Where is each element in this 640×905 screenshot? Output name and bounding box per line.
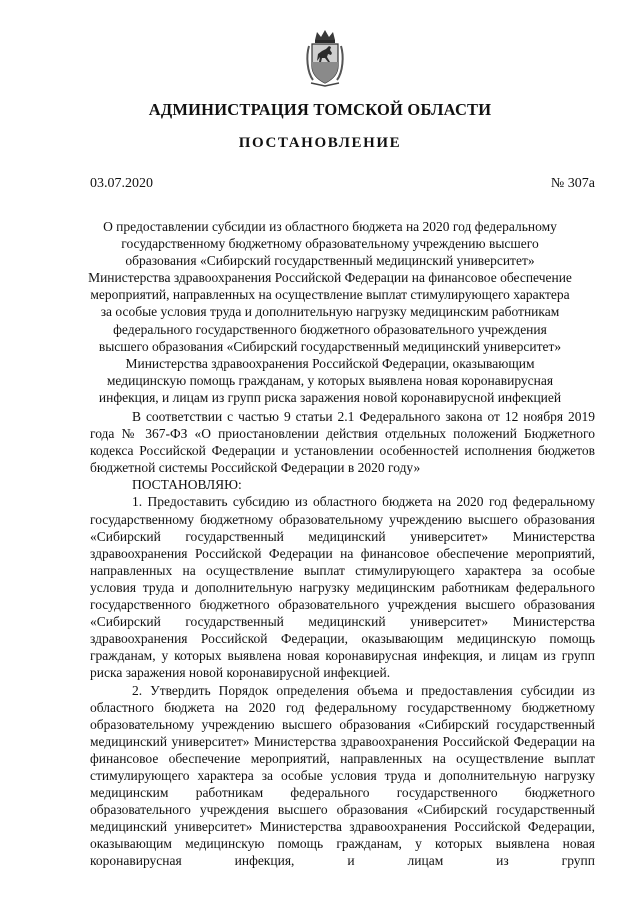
preamble-paragraph: В соответствии с частью 9 статьи 2.1 Федерального закона от 12 ноября 2019 года № 367-ФЗ «О приостановлении действия отдельных положений Бюджетного кодекса Российской Федерации и установлении особенностей исполнения бюджетов бюджетной системы Российской Федерации в 2020 году» — [90, 409, 595, 476]
item-2-paragraph: 2. Утвердить Порядок определения объема и предоставления субсидии из областного бюджета на 2020 год федеральному государственному бюджетному образовательному учреждению высшего образования «Сибирский государственный медицинский университет» Министерства здравоохранения Российской Федерации на финансовое обеспечение мероприятий, направленных на осуществление выплат стимулирующего характера за особые условия труда и дополнительную нагрузку медицинским работникам федерального государственного бюджетного образовательного учреждения высшего образования «Сибирский государственный медицинский университет» Министерства здравоохранения Российской Федерации, оказывающим медицинскую помощь гражданам, у которых выявлена новая коронавирусная инфекция, и лицам из групп — [90, 682, 595, 869]
document-number: № 307а — [550, 176, 595, 191]
organization-name: АДМИНИСТРАЦИЯ ТОМСКОЙ ОБЛАСТИ — [148, 100, 492, 119]
document-date: 03.07.2020 — [90, 176, 153, 191]
document-body — [90, 408, 595, 870]
document-type: ПОСТАНОВЛЕНИЕ — [238, 135, 402, 151]
resolve-heading: ПОСТАНОВЛЯЮ: — [132, 477, 242, 493]
document-title: О предоставлении субсидии из областного бюджета на 2020 год федеральному государственному бюджетному образовательному учреждению высшего образования «Сибирский государственный медицинский университет» Министерства здравоохранения Российской Федерации на финансовое обеспечение мероприятий, направленных на осуществление выплат стимулирующего характера за особые условия труда и дополнительную нагрузку медицинским работникам федерального государственного бюджетного образовательного учреждения высшего образования «Сибирский государственный медицинский университет» Министерства здравоохранения Российской Федерации, оказывающим медицинскую помощь гражданам, у которых выявлена новая коронавирусная инфекция, и лицам из групп риска заражения новой коронавирусной инфекцией — [88, 219, 572, 405]
coat-of-arms-icon — [303, 28, 347, 88]
item-1-paragraph: 1. Предоставить субсидию из областного бюджета на 2020 год федеральному государственному бюджетному образовательному учреждению высшего образования «Сибирский государственный медицинский университет» Министерства здравоохранения Российской Федерации на финансовое обеспечение мероприятий, направленных на осуществление выплат стимулирующего характера за особые условия труда и дополнительную нагрузку медицинским работникам федерального государственного бюджетного образовательного учреждения высшего образования «Сибирский государственный медицинский университет» Министерства здравоохранения Российской Федерации, оказывающим медицинскую помощь гражданам, у которых выявлена новая коронавирусная инфекция, и лицам из групп риска заражения новой коронавирусной инфекцией. — [90, 494, 595, 681]
